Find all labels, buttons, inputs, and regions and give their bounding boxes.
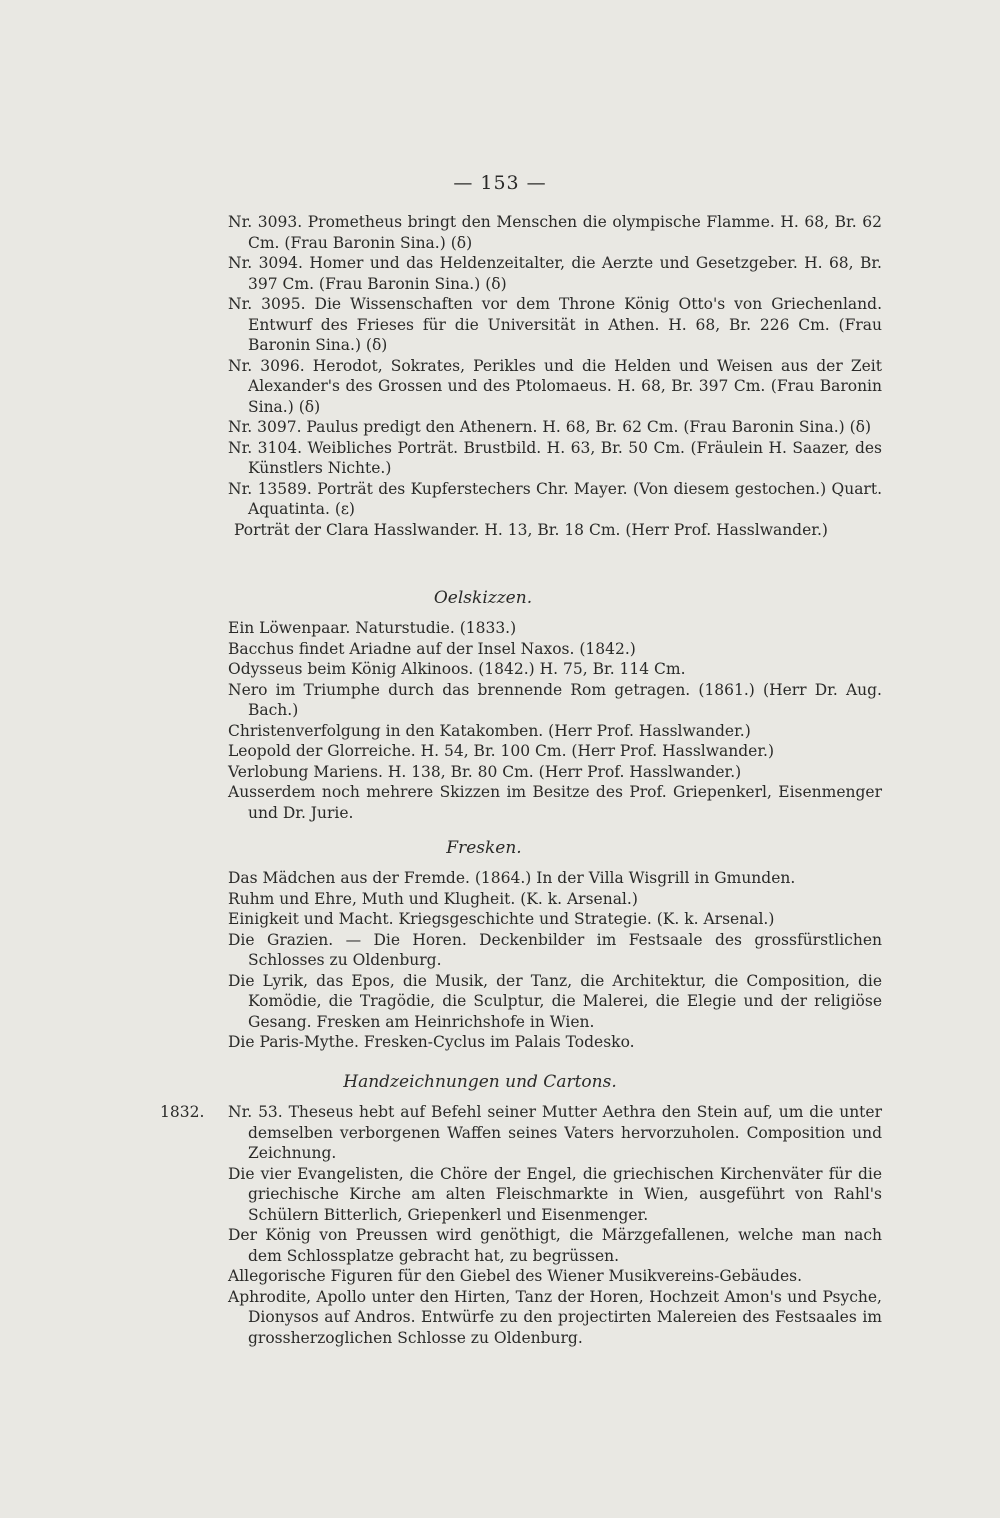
list-item: Bacchus findet Ariadne auf der Insel Naxos. (1842.) xyxy=(228,639,636,658)
fresken-section xyxy=(0,838,1000,1053)
list-item: Allegorische Figuren für den Giebel des Wiener Musikvereins-Gebäudes. xyxy=(228,1267,803,1285)
list-item: Die Grazien. — Die Horen. Deckenbilder im Festsaale des grossfürstlichen Schlosses zu Oldenburg. xyxy=(228,930,882,969)
list-item-text: Nr. 53. Theseus hebt auf Befehl seiner Mutter Aethra den Stein auf, um die unter demselben verborgenen Waffen seines Vaters hervorzuholen. Composition und Zeichnung. xyxy=(228,1103,882,1162)
handzeichnungen-section xyxy=(0,1072,1000,1348)
oelskizzen-section xyxy=(0,588,1000,823)
list-item xyxy=(160,1102,882,1164)
section-heading-handzeichnungen: Handzeichnungen und Cartons. xyxy=(343,1072,617,1092)
list-item: Nr. 3097. Paulus predigt den Athenern. H. 68, Br. 62 Cm. (Frau Baronin Sina.) (δ) xyxy=(228,418,872,436)
list-item: Aphrodite, Apollo unter den Hirten, Tanz der Horen, Hochzeit Amon's und Psyche, Dionysos auf Andros. Entwürfe zu den projectirten Malereien des Festsaales im grossherzoglichen Schlosse zu Oldenburg. xyxy=(228,1287,882,1347)
list-item: Der König von Preussen wird genöthigt, die Märzgefallenen, welche man nach dem Schlossplatze gebracht hat, zu begrüssen. xyxy=(228,1226,882,1265)
list-item: Odysseus beim König Alkinoos. (1842.) H. 75, Br. 114 Cm. xyxy=(228,660,686,678)
year-label: 1832. xyxy=(160,1103,205,1121)
list-item: Ein Löwenpaar. Naturstudie. (1833.) xyxy=(228,619,517,637)
list-item: Nr. 3094. Homer und das Heldenzeitalter, die Aerzte und Gesetzgeber. H. 68, Br. 397 Cm. (Frau Baronin Sina.) (δ) xyxy=(228,254,882,293)
list-item: Ausserdem noch mehrere Skizzen im Besitze des Prof. Griepenkerl, Eisenmenger und Dr. Jurie. xyxy=(228,783,882,822)
section-heading-fresken: Fresken. xyxy=(446,838,522,858)
list-item: Die Paris-Mythe. Fresken-Cyclus im Palais Todesko. xyxy=(228,1033,635,1051)
list-item: Porträt der Clara Hasslwander. H. 13, Br. 18 Cm. (Herr Prof. Hasslwander.) xyxy=(234,520,828,539)
list-item: Einigkeit und Macht. Kriegsgeschichte und Strategie. (K. k. Arsenal.) xyxy=(228,910,775,928)
list-item: Die vier Evangelisten, die Chöre der Engel, die griechischen Kirchenväter für die griechische Kirche am alten Fleischmarkte in Wien, ausgeführt von Rahl's Schülern Bitterlich, Griepenkerl und Eisenmenger. xyxy=(228,1164,882,1224)
list-item: Nr. 3104. Weibliches Porträt. Brustbild. H. 63, Br. 50 Cm. (Fräulein H. Saazer, des Künstlers Nichte.) xyxy=(228,438,882,477)
list-item: Verlobung Mariens. H. 138, Br. 80 Cm. (Herr Prof. Hasslwander.) xyxy=(228,762,742,781)
list-item: Die Lyrik, das Epos, die Musik, der Tanz, die Architektur, die Composition, die Komödie, die Tragödie, die Sculptur, die Malerei, die Elegie und der religiöse Gesang. Fresken am Heinrichshofe in Wien. xyxy=(228,971,882,1031)
page-number: — 153 — xyxy=(453,172,547,194)
list-item: Nr. 3093. Prometheus bringt den Menschen die olympische Flamme. H. 68, Br. 62 Cm. (Frau Baronin Sina.) (δ) xyxy=(228,213,882,252)
list-item: Nr. 3095. Die Wissenschaften vor dem Throne König Otto's von Griechenland. Entwurf des Frieses für die Universität in Athen. H. 68, Br. 226 Cm. (Frau Baronin Sina.) (δ) xyxy=(228,295,882,354)
list-item: Nr. 3096. Herodot, Sokrates, Perikles und die Helden und Weisen aus der Zeit Alexander's des Grossen und des Ptolomaeus. H. 68, Br. 397 Cm. (Frau Baronin Sina.) (δ) xyxy=(228,356,882,416)
works-list xyxy=(0,212,1000,540)
list-item: Nero im Triumphe durch das brennende Rom getragen. (1861.) (Herr Dr. Aug. Bach.) xyxy=(228,680,882,719)
list-item: Das Mädchen aus der Fremde. (1864.) In der Villa Wisgrill in Gmunden. xyxy=(228,869,796,887)
list-item: Nr. 13589. Porträt des Kupferstechers Chr. Mayer. (Von diesem gestochen.) Quart. Aquatinta. (ε) xyxy=(228,479,882,518)
list-item: Christenverfolgung in den Katakomben. (Herr Prof. Hasslwander.) xyxy=(228,721,751,740)
list-item: Ruhm und Ehre, Muth und Klugheit. (K. k. Arsenal.) xyxy=(228,889,638,908)
list-item: Leopold der Glorreiche. H. 54, Br. 100 Cm. (Herr Prof. Hasslwander.) xyxy=(228,742,775,760)
section-heading-oelskizzen: Oelskizzen. xyxy=(433,588,533,608)
